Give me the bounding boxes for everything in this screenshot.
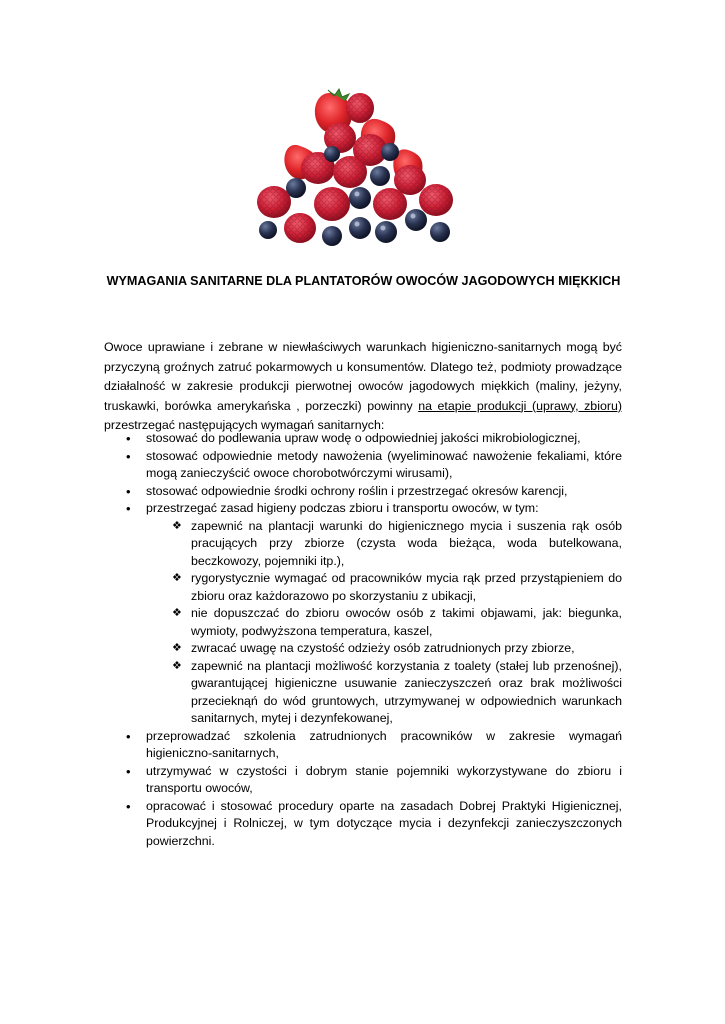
sub-list-item: ❖ rygorystycznie wymagać od pracowników mycia rąk przed przystąpieniem do zbioru oraz każdorazowo po skorzystaniu z ubikacji,	[146, 570, 622, 605]
intro-text-2: przestrzegać następujących wymagań sanitarnych:	[104, 418, 385, 432]
list-item-hygiene	[104, 500, 622, 728]
list-item-label: przestrzegać zasad higieny podczas zbioru i transportu owoców, w tym:	[146, 501, 539, 515]
sub-list-item: ❖ zwracać uwagę na czystość odzieży osób zatrudnionych przy zbiorze,	[146, 640, 622, 658]
list-item: • stosować odpowiednie środki ochrony roślin i przestrzegać okresów karencji,	[104, 483, 622, 501]
sub-list-item: ❖ zapewnić na plantacji możliwość korzystania z toalety (stałej lub przenośnej), gwarantującej higieniczne usuwanie zanieczyszczeń oraz brak możliwości przecieknąń do wód gruntowych, utrzymywanej w odpowiednich warunkach sanitarnych, mytej i dezynfekowanej,	[146, 658, 622, 728]
berries-illustration	[240, 80, 470, 255]
requirements-list	[104, 430, 622, 850]
intro-paragraph	[104, 338, 622, 436]
list-item: • przeprowadzać szkolenia zatrudnionych pracowników w zakresie wymagań higieniczno-sanitarnych,	[104, 728, 622, 763]
list-item: • stosować do podlewania upraw wodę o odpowiedniej jakości mikrobiologicznej,	[104, 430, 622, 448]
document-title: WYMAGANIA SANITARNE DLA PLANTATORÓW OWOCÓW JAGODOWYCH MIĘKKICH	[106, 274, 621, 288]
sub-list-item: ❖ zapewnić na plantacji warunki do higienicznego mycia i suszenia rąk osób pracujących przy zbiorze (czysta woda bieżąca, woda butelkowana, beczkowozy, pojemniki itp.),	[146, 518, 622, 571]
list-item: • stosować odpowiednie metody nawożenia (wyeliminować nawożenie fekaliami, które mogą zanieczyścić owoce chorobotwórczymi wirusami),	[104, 448, 622, 483]
intro-text-1: Owoce uprawiane i zebrane w niewłaściwych warunkach higieniczno-sanitarnych mogą być przyczyną groźnych zatruć pokarmowych u konsumentów. Dlatego też, podmioty prowadzące działalność w zakresie produkcji pierwotnej owoców jagodowych miękkich (maliny, jeżyny, truskawki, borówka amerykańska , porzeczki) powinny	[104, 340, 622, 413]
intro-underlined: na etapie produkcji (uprawy, zbioru)	[418, 398, 622, 413]
list-item: • opracować i stosować procedury oparte na zasadach Dobrej Praktyki Higienicznej, Produkcyjnej i Rolniczej, w tym dotyczące mycia i dezynfekcji zanieczyszczonych powierzchni.	[104, 798, 622, 851]
sub-list-item: ❖ nie dopuszczać do zbioru owoców osób z takimi objawami, jak: biegunka, wymioty, podwyższona temperatura, kaszel,	[146, 605, 622, 640]
hygiene-sublist	[146, 518, 622, 728]
list-item: • utrzymywać w czystości i dobrym stanie pojemniki wykorzystywane do zbioru i transportu owoców,	[104, 763, 622, 798]
